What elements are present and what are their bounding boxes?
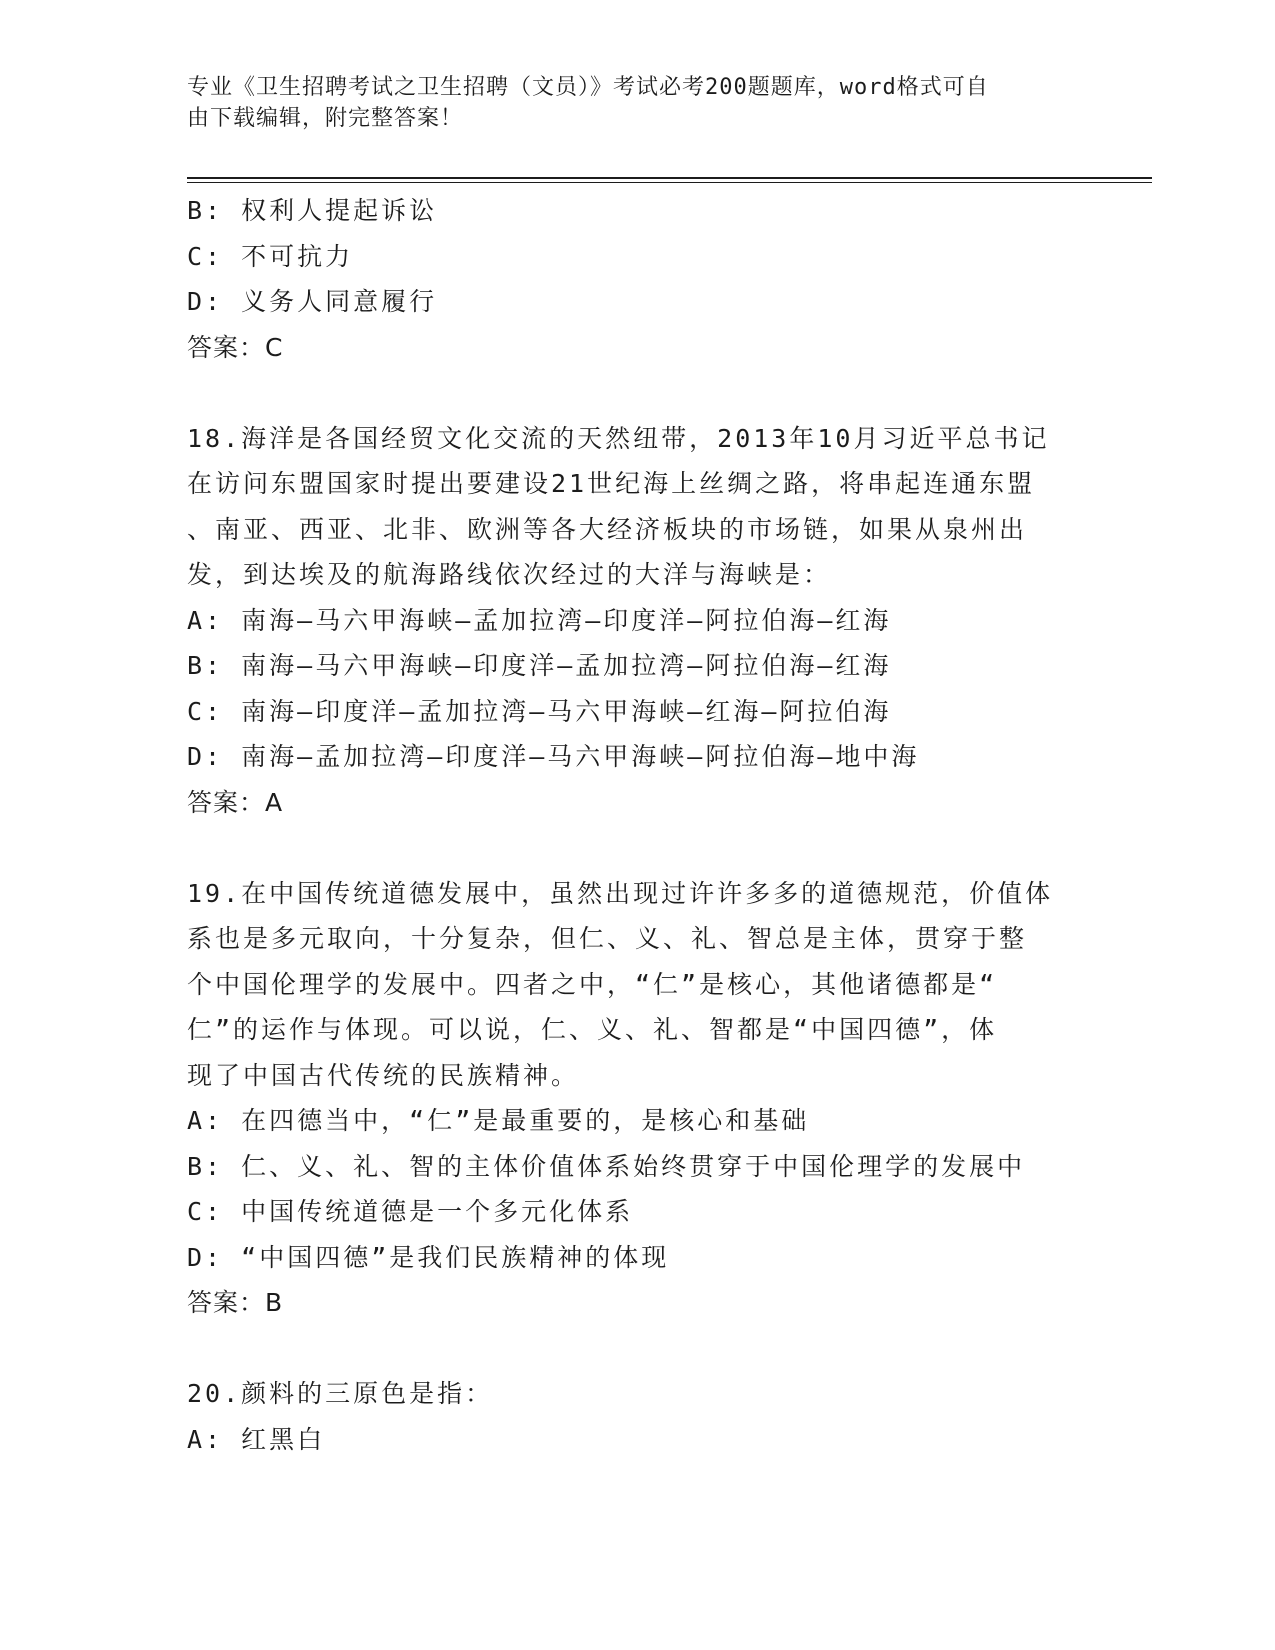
q18-option-a: A: 南海—马六甲海峡—孟加拉湾—印度洋—阿拉伯海—红海 [187,605,892,635]
q18-option-c: C: 南海—印度洋—孟加拉湾—马六甲海峡—红海—阿拉伯海 [187,696,892,726]
q19-stem-line-3: 个中国伦理学的发展中。四者之中，“仁”是核心，其他诸德都是“ [187,969,998,999]
q19-stem-line-4: 仁”的运作与体现。可以说，仁、义、礼、智都是“中国四德”，体 [187,1015,998,1044]
q17-option-d: D: 义务人同意履行 [187,287,438,316]
question-20 [187,1371,1087,1462]
question-18 [187,416,1087,826]
header-rule-thick [187,177,1152,179]
page-header [187,72,1067,134]
q18-stem-line-3: 、南亚、西亚、北非、欧洲等各大经济板块的市场链，如果从泉州出 [187,514,1028,544]
spacer [187,825,1087,871]
q18-answer: 答案：A [187,787,284,817]
q19-option-c: C: 中国传统道德是一个多元化体系 [187,1197,634,1226]
header-line-1: 专业《卫生招聘考试之卫生招聘（文员）》考试必考200题题库，word格式可自 [187,75,989,100]
q18-stem-line-1: 18.海洋是各国经贸文化交流的天然纽带，2013年10月习近平总书记 [187,423,1050,453]
question-17 [187,188,1087,370]
q19-stem-line-1: 19.在中国传统道德发展中，虽然出现过许许多多的道德规范，价值体 [187,878,1054,908]
q19-answer: 答案：B [187,1288,284,1317]
question-19 [187,871,1087,1326]
q17-option-c: C: 不可抗力 [187,241,354,271]
q17-answer: 答案：C [187,332,284,362]
q17-option-b: B: 权利人提起诉讼 [187,196,438,225]
question-list [187,188,1087,1462]
header-rule-thin [187,182,1152,183]
header-line-2: 由下载编辑，附完整答案！ [187,106,464,131]
spacer [187,370,1087,416]
q19-stem-line-5: 现了中国古代传统的民族精神。 [187,1060,580,1090]
q18-option-b: B: 南海—马六甲海峡—印度洋—孟加拉湾—阿拉伯海—红海 [187,651,892,680]
q19-stem-line-2: 系也是多元取向，十分复杂，但仁、义、礼、智总是主体，贯穿于整 [187,924,1028,953]
q20-stem-line-1: 20.颜料的三原色是指： [187,1379,494,1408]
q18-option-d: D: 南海—孟加拉湾—印度洋—马六甲海峡—阿拉伯海—地中海 [187,742,920,771]
q18-stem-line-2: 在访问东盟国家时提出要建设21世纪海上丝绸之路，将串起连通东盟 [187,469,1036,498]
q19-option-a: A: 在四德当中，“仁”是最重要的，是核心和基础 [187,1106,810,1135]
q18-stem-line-4: 发，到达埃及的航海路线依次经过的大洋与海峡是： [187,560,832,589]
q20-option-a: A: 红黑白 [187,1424,326,1454]
q19-option-d: D: “中国四德”是我们民族精神的体现 [187,1242,670,1272]
q19-option-b: B: 仁、义、礼、智的主体价值体系始终贯穿于中国伦理学的发展中 [187,1151,1026,1181]
spacer [187,1326,1087,1372]
